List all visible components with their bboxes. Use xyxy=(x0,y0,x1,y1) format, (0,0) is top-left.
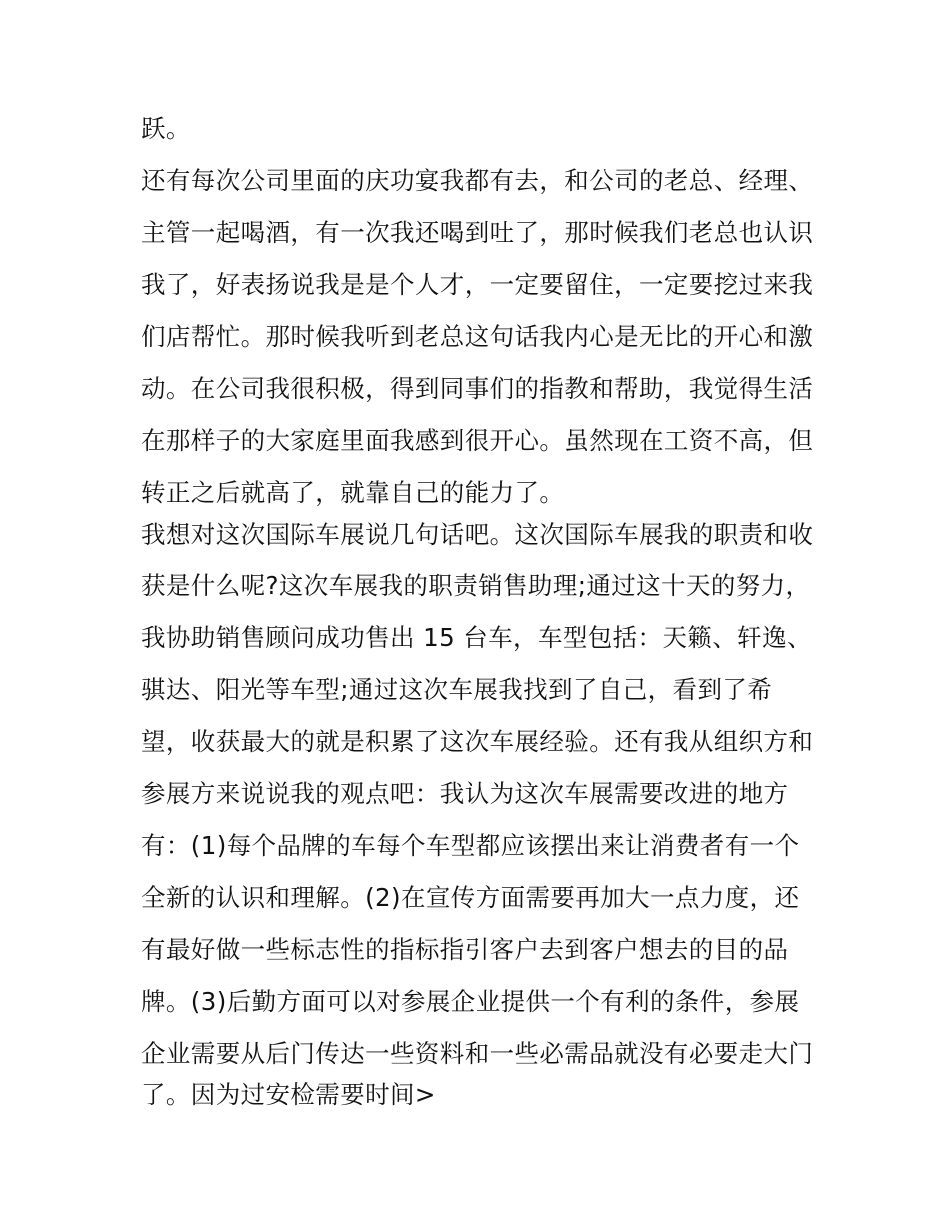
text-line: 们店帮忙。那时候我听到老总这句话我内心是无比的开心和激 xyxy=(141,322,814,351)
text-line: 动。在公司我很积极，得到同事们的指教和帮助，我觉得生活 xyxy=(141,374,814,403)
text-line: 了。因为过安检需要时间> xyxy=(141,1080,436,1109)
text-line: 全新的认识和理解。(2)在宣传方面需要再加大一点力度，还 xyxy=(141,883,800,912)
text-line: 还有每次公司里面的庆功宴我都有去，和公司的老总、经理、 xyxy=(141,166,814,195)
text-line: 牌。(3)后勤方面可以对参展企业提供一个有利的条件，参展 xyxy=(141,987,800,1016)
text-line: 望，收获最大的就是积累了这次车展经验。还有我从组织方和 xyxy=(141,727,814,756)
text-line: 参展方来说说我的观点吧：我认为这次车展需要改进的地方 xyxy=(141,779,789,808)
text-line: 主管一起喝酒，有一次我还喝到吐了，那时候我们老总也认识 xyxy=(141,218,814,247)
text-line: 获是什么呢?这次车展我的职责销售助理;通过这十天的努力， xyxy=(141,571,811,600)
text-line: 在那样子的大家庭里面我感到很开心。虽然现在工资不高，但 xyxy=(141,426,814,455)
text-line: 转正之后就高了，就靠自己的能力了。 xyxy=(141,478,565,507)
text-line: 有最好做一些标志性的指标指引客户去到客户想去的目的品 xyxy=(141,935,789,964)
text-line: 我了，好表扬说我是是个人才，一定要留住，一定要挖过来我 xyxy=(141,270,814,299)
text-line: 企业需要从后门传达一些资料和一些必需品就没有必要走大门 xyxy=(141,1039,814,1068)
text-line: 我协助销售顾问成功售出 15 台车，车型包括：天籁、轩逸、 xyxy=(141,623,812,652)
text-line: 跃。 xyxy=(141,114,191,143)
text-line: 有：(1)每个品牌的车每个车型都应该摆出来让消费者有一个 xyxy=(141,831,800,860)
text-line: 我想对这次国际车展说几句话吧。这次国际车展我的职责和收 xyxy=(141,520,814,549)
text-line: 骐达、阳光等车型;通过这次车展我找到了自己，看到了希 xyxy=(141,675,773,704)
